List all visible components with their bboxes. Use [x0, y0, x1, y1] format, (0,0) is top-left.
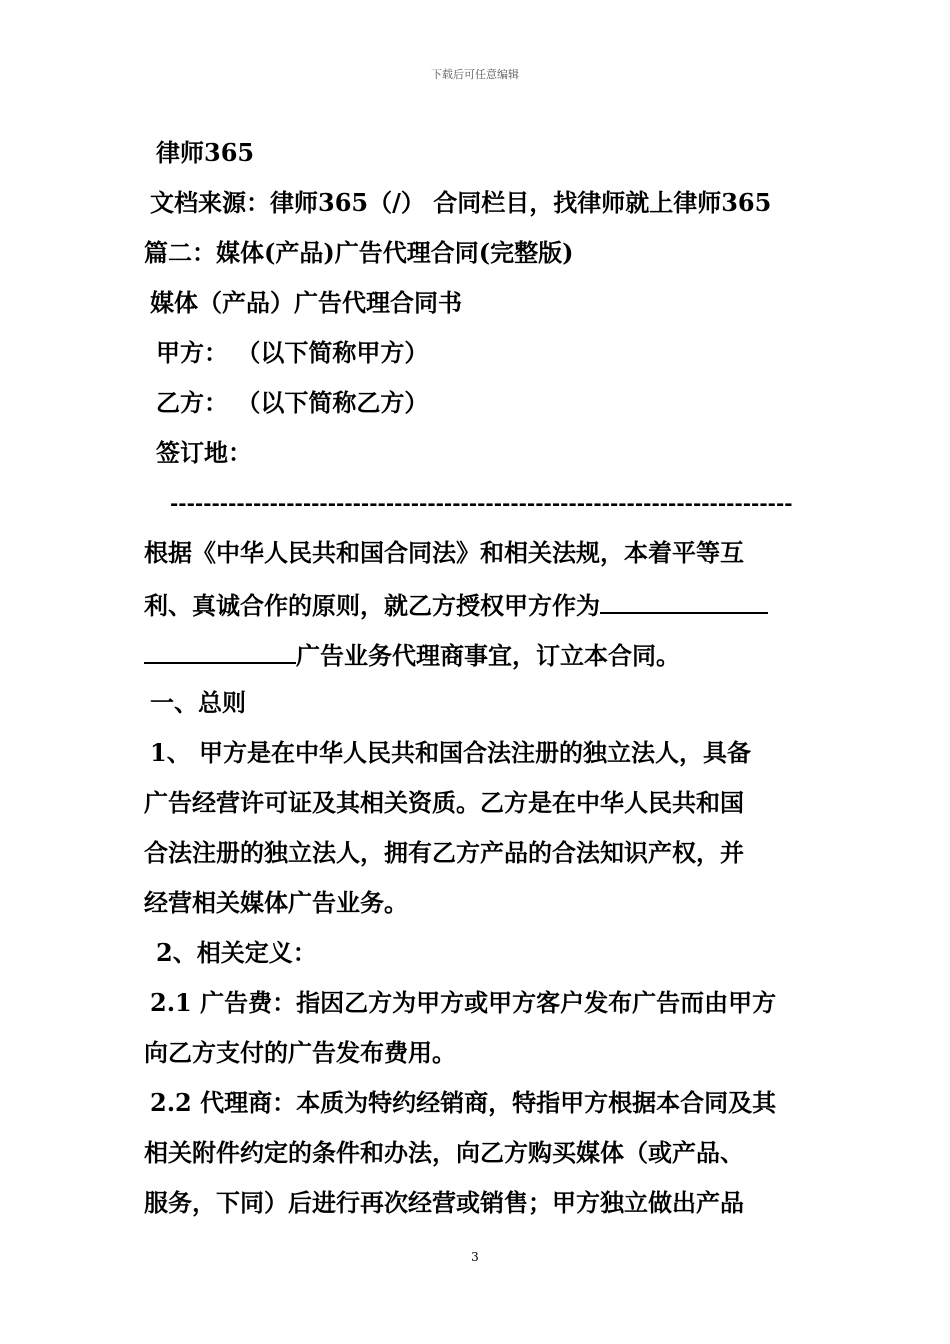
fill-in-blank [144, 628, 296, 664]
clause-2-heading: 2、相关定义： [156, 938, 317, 967]
page-header-note: 下载后可任意编辑 [431, 68, 519, 81]
preamble-line-3 [144, 628, 809, 678]
clause-1-line-4: 经营相关媒体广告业务。 [144, 888, 408, 917]
doc-source-line: 文档来源：律师365（/） 合同栏目，找律师就上律师365 [150, 188, 772, 217]
signing-place-line: 签订地： [156, 438, 252, 467]
chapter-heading: 篇二：媒体(产品)广告代理合同(完整版) [144, 238, 574, 267]
clause-2-1-line-2: 向乙方支付的广告发布费用。 [144, 1038, 456, 1067]
preamble-line-3-text: 广告业务代理商事宜，订立本合同。 [296, 641, 680, 670]
separator-line: --------------------------------------------------------------------------- [170, 491, 793, 515]
page-number: 3 [471, 1250, 479, 1264]
preamble-line-2-text: 利、真诚合作的原则，就乙方授权甲方作为 [144, 591, 600, 620]
clause-2-1-line-1: 2.1 广告费：指因乙方为甲方或甲方客户发布广告而由甲方 [150, 988, 777, 1017]
contract-title: 媒体（产品）广告代理合同书 [150, 288, 462, 317]
clause-1-line-2: 广告经营许可证及其相关资质。乙方是在中华人民共和国 [144, 788, 744, 817]
clause-1-line-3: 合法注册的独立法人，拥有乙方产品的合法知识产权，并 [144, 838, 744, 867]
preamble-line-2 [144, 578, 809, 628]
clause-1-line-1: 1、 甲方是在中华人民共和国合法注册的独立法人，具备 [150, 738, 752, 767]
doc-title: 律师365 [156, 138, 255, 167]
clause-2-2-line-2: 相关附件约定的条件和办法，向乙方购买媒体（或产品、 [144, 1138, 744, 1167]
section-general-heading: 一、总则 [150, 688, 246, 717]
document-body [144, 128, 809, 1228]
clause-2-2-line-3: 服务，下同）后进行再次经营或销售；甲方独立做出产品 [144, 1188, 744, 1217]
party-a-line: 甲方： （以下简称甲方） [156, 338, 429, 367]
clause-2-2-line-1: 2.2 代理商：本质为特约经销商，特指甲方根据本合同及其 [150, 1088, 777, 1117]
party-b-line: 乙方： （以下简称乙方） [156, 388, 429, 417]
preamble-line-1: 根据《中华人民共和国合同法》和相关法规，本着平等互 [144, 538, 744, 567]
fill-in-blank [600, 578, 768, 614]
